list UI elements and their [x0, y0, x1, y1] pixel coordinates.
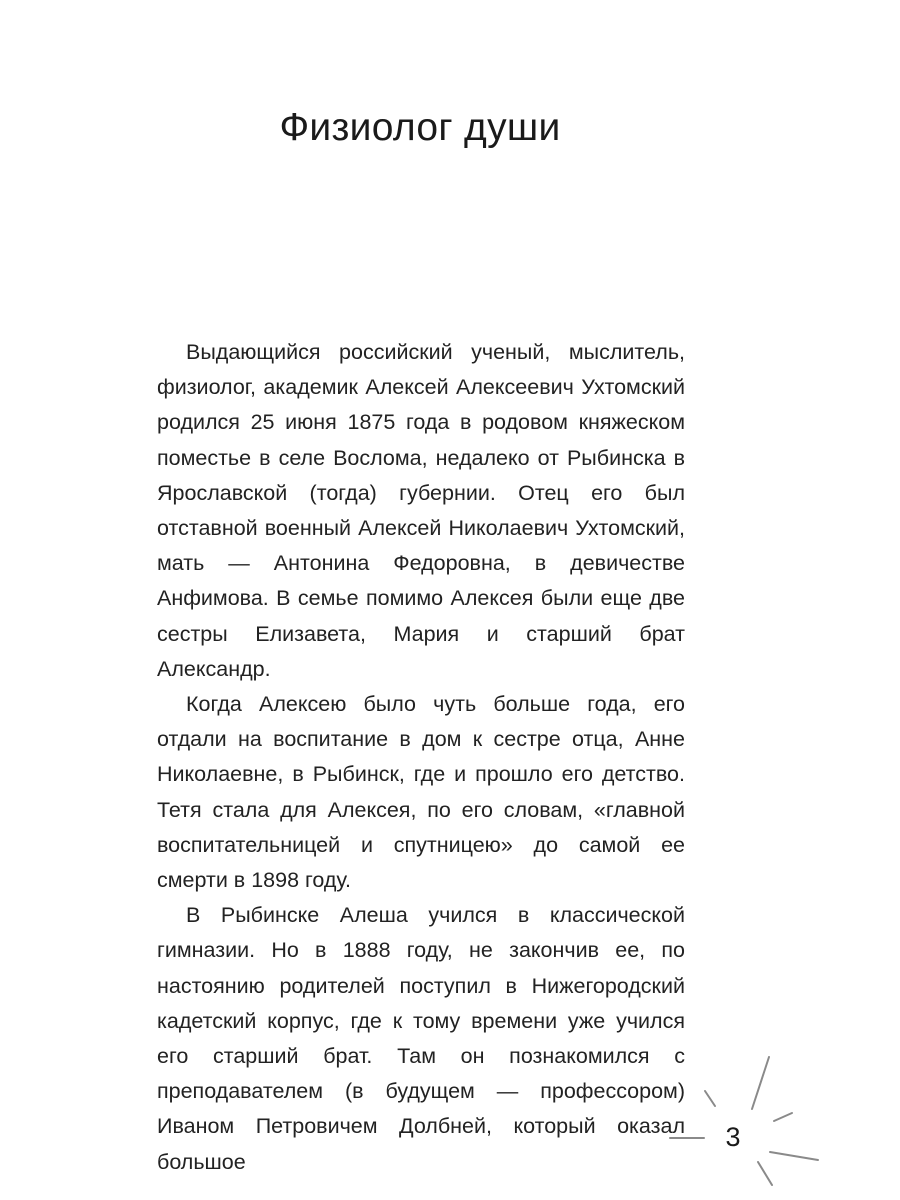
page-number: 3 — [725, 1122, 741, 1152]
ray-upper-left — [705, 1091, 715, 1106]
ray-bottom — [758, 1162, 772, 1185]
ray-right-lower — [770, 1152, 818, 1160]
chapter-title: Физиолог души — [279, 106, 561, 149]
paragraph-1: Выдающийся российский ученый, мыслитель, физиолог, академик Алексей Алексеевич Ухтомский родился 25 июня 1875 года в родовом княжеском поместье в селе Вослома, недалеко от Рыбинска в Ярославской (тогда) губернии. Отец его был отставной военный Алексей Николаевич Ухтомский, мать — Антонина Федоровна, в девичестве Анфимова. В семье помимо Алексея были еще две сестры Елизавета, Мария и старший брат Александр. — [157, 340, 685, 681]
sunburst-rays-icon — [650, 1045, 820, 1195]
ray-top-long — [752, 1057, 769, 1109]
body-text — [157, 335, 685, 1180]
folio-ornament — [650, 1045, 820, 1195]
paragraph-3: В Рыбинске Алеша учился в классической гимназии. Но в 1888 году, не закончив ее, по настоянию родителей поступил в Нижегородский кадетский корпус, где к тому времени уже учился его старший брат. Там он познакомился с преподавателем (в будущем — профессором) Иваном Петровичем Долбней, который оказал большое — [157, 903, 685, 1174]
paragraph-2: Когда Алексею было чуть больше года, его отдали на воспитание в дом к сестре отца, Анне Николаевне, в Рыбинск, где и прошло его детство. Тетя стала для Алексея, по его словам, «главной воспитательницей и спутницею» до самой ее смерти в 1898 году. — [157, 692, 685, 893]
ray-right-upper — [774, 1113, 792, 1121]
